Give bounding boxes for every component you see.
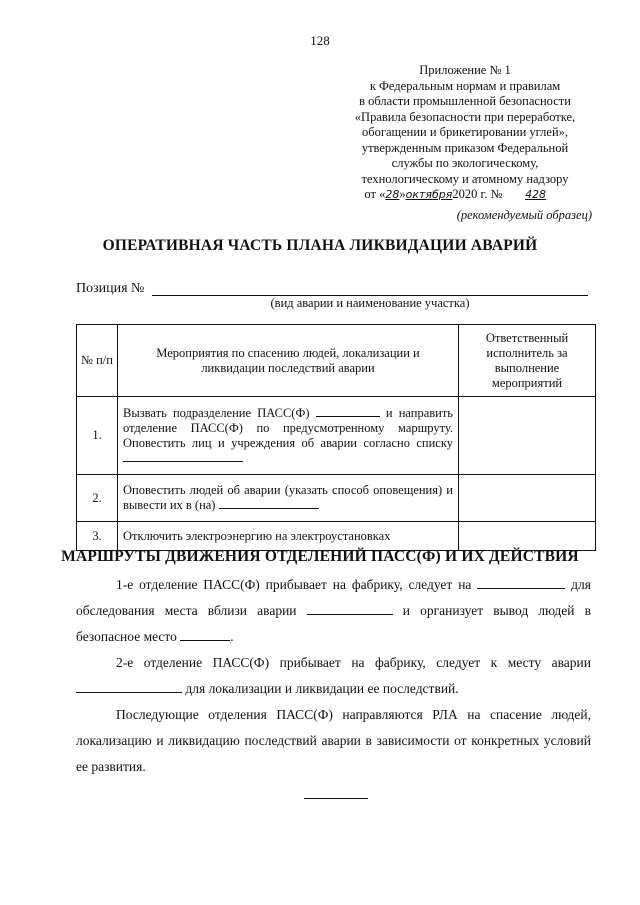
position-caption: (вид аварии и наименование участка) <box>270 296 470 310</box>
date-day: 28 <box>385 188 400 201</box>
date-sep: » <box>399 187 406 201</box>
row-responsible <box>459 522 596 551</box>
appendix-line: Приложение № 1 <box>419 63 511 77</box>
main-title: ОПЕРАТИВНАЯ ЧАСТЬ ПЛАНА ЛИКВИДАЦИИ АВАРИЙ <box>102 237 538 254</box>
appendix-line: утвержденным приказом Федеральной <box>361 140 569 155</box>
order-number: 428 <box>525 188 547 201</box>
row-text: Оповестить людей об аварии (указать способ оповещения) и вывести их в (на) <box>123 483 453 512</box>
para-text: Последующие отделения ПАСС(Ф) направляются РЛА на спасение людей, локализацию и ликвидацию последствий аварии в зависимости от конкретных условий ее развития. <box>76 707 591 774</box>
table-row <box>77 397 596 475</box>
blank-line <box>307 604 393 615</box>
date-month: октября <box>405 188 453 201</box>
table-row <box>77 522 596 551</box>
table-header-row <box>77 325 596 397</box>
blank-line <box>180 630 230 641</box>
appendix-line: «Правила безопасности при переработке, <box>354 109 576 124</box>
appendix-line: в области промышленной безопасности <box>359 94 571 108</box>
para-text: 2-е отделение ПАСС(Ф) прибывает на фабрику, следует к месту аварии <box>116 655 591 670</box>
para-text: и организует вывод людей в безопасное место <box>76 603 592 644</box>
blank-line <box>219 498 319 509</box>
row-actions <box>118 397 459 475</box>
blank-line <box>477 578 565 589</box>
routes-title: МАРШРУТЫ ДВИЖЕНИЯ ОТДЕЛЕНИЙ ПАСС(Ф) И ИХ ДЕЙСТВИЯ <box>61 548 579 565</box>
para-text: 1-е отделение ПАСС(Ф) прибывает на фабрику, следует на <box>116 577 472 592</box>
row-responsible <box>459 475 596 522</box>
appendix-line: службы по экологическому, <box>391 156 539 170</box>
row-number: 1. <box>77 397 118 475</box>
header-responsible: Ответственный исполнитель за выполнение мероприятий <box>459 325 596 397</box>
appendix-line: обогащении и брикетировании углей», <box>361 125 569 139</box>
plan-table <box>76 324 596 551</box>
appendix-block <box>320 63 610 203</box>
end-rule <box>304 798 368 799</box>
row-text: Отключить электроэнергию на электроустановках <box>123 528 391 543</box>
date-prefix: от « <box>364 187 386 201</box>
blank-line <box>316 406 380 417</box>
para-text: для обследования места вблизи аварии <box>76 577 591 618</box>
row-number: 2. <box>77 475 118 522</box>
sample-note: (рекомендуемый образец) <box>456 208 592 222</box>
row-actions <box>118 522 459 551</box>
appendix-line: к Федеральным нормам и правилам <box>369 78 561 93</box>
paragraph-second-unit <box>76 650 591 702</box>
row-actions <box>118 475 459 522</box>
blank-line <box>76 682 182 693</box>
header-actions: Мероприятия по спасению людей, локализации и ликвидации последствий аварии <box>118 325 459 397</box>
row-responsible <box>459 397 596 475</box>
row-text: и направить отделение ПАСС(Ф) по предусмотренному маршруту. Оповестить лиц и учреждения об аварии согласно списку <box>123 405 454 450</box>
row-text: Вызвать подразделение ПАСС(Ф) <box>123 405 310 420</box>
paragraph-next-units <box>76 702 591 780</box>
position-label: Позиция № <box>76 281 145 296</box>
paragraph-first-unit <box>76 572 591 650</box>
date-suffix: 2020 г. № <box>452 187 503 201</box>
appendix-line: технологическому и атомному надзору <box>361 171 569 186</box>
row-number: 3. <box>77 522 118 551</box>
para-text: для локализации и ликвидации ее последствий. <box>185 681 459 696</box>
appendix-date-line <box>320 187 610 203</box>
blank-line <box>123 451 243 462</box>
page-number: 128 <box>310 33 330 48</box>
header-num: № п/п <box>77 325 118 397</box>
para-text: . <box>230 629 234 644</box>
table-row <box>77 475 596 522</box>
